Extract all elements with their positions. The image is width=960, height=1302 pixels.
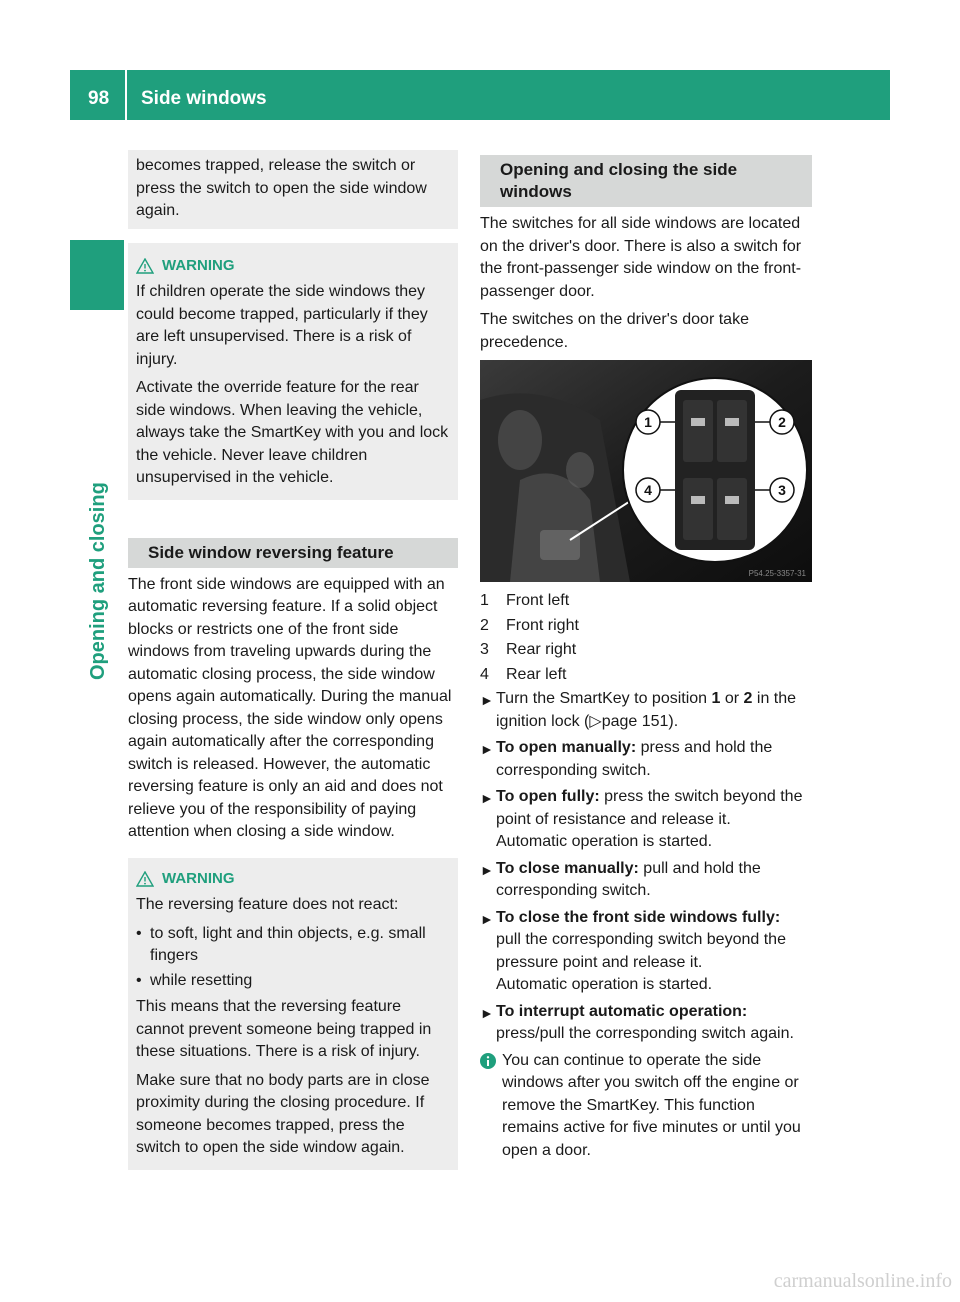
step-item: ► To close manually: pull and hold the corresponding switch. (480, 858, 812, 903)
header-divider (125, 70, 127, 120)
warning-heading-1: WARNING (136, 255, 450, 278)
page-number: 98 (88, 88, 110, 109)
opening-text-1: The switches for all side windows are located on the driver's door. There is also a switch for the front-passenger side window on the front-passenger door. (480, 215, 802, 300)
section-heading-reversing: Side window reversing feature (128, 538, 458, 568)
step-item: ► To open manually: press and hold the corresponding switch. (480, 737, 812, 782)
list-item: • while resetting (136, 970, 450, 993)
warning-box-2 (128, 858, 458, 1170)
warning-box-1 (128, 243, 458, 500)
carry-over-text: becomes trapped, release the switch or press the switch to open the side window again. (136, 157, 427, 219)
arrow-icon: ► (480, 861, 494, 878)
window-switch-illustration (480, 360, 812, 582)
arrow-icon: ► (480, 910, 494, 927)
right-column (480, 155, 812, 1162)
step-item: ► To open fully: press the switch beyond the point of resistance and release it. Automatic operation is started. (480, 786, 812, 854)
page-title: Side windows (141, 88, 267, 109)
arrow-icon: ► (480, 790, 494, 806)
chapter-tab (70, 240, 124, 310)
info-note: You can continue to operate the side windows after you switch off the engine or remove the SmartKey. This function remains active for five minutes or until you open a door. (480, 1050, 812, 1163)
opening-text-2: The switches on the driver's door take precedence. (480, 311, 749, 351)
callout-1 (636, 410, 660, 434)
legend-item: 2 Front right (480, 616, 579, 634)
legend-item: 4 Rear left (480, 665, 567, 683)
arrow-icon: ► (480, 741, 494, 757)
reversing-body: The front side windows are equipped with an automatic reversing feature. If a solid object blocks or restricts one of the front side windows from traveling upwards during the automatic closing process, the side window opens again automatically. During the manual closing process, the side window only opens again automatically after the corresponding switch is released. However, the automatic reversing feature is only an aid and does not relieve you of the responsibility of paying attention when closing a side window. (128, 575, 452, 840)
callout-4 (636, 478, 660, 502)
legend-item: 3 Rear right (480, 641, 577, 658)
info-icon (480, 1050, 502, 1163)
section-heading-opening: Opening and closing the side windows (480, 155, 812, 207)
step-item: ► To close the front side windows fully: pull the corresponding switch beyond the pressure point and release it. Automatic operation is started. (480, 907, 812, 997)
warning-2-text-1: This means that the reversing feature cannot prevent someone being trapped in these situations. There is a risk of injury. (136, 998, 432, 1060)
page-reference-link[interactable]: page 151). (601, 712, 679, 730)
step-item: ► To interrupt automatic operation: press/pull the corresponding switch again. (480, 1001, 812, 1046)
warning-1-text-2: Activate the override feature for the rear side windows. When leaving the vehicle, always take the SmartKey with you and lock the vehicle. Never leave children unsupervised in the vehicle. (136, 379, 449, 486)
svg-text:3: 3 (778, 482, 786, 498)
left-column (128, 150, 458, 1170)
page-reference-icon: ▷ (589, 712, 602, 730)
figure-code: P54.25-3357-31 (748, 569, 806, 578)
warning-triangle-icon (136, 258, 154, 274)
arrow-icon: ► (480, 692, 494, 708)
chapter-label: Opening and closing (87, 482, 109, 680)
arrow-icon: ► (480, 1004, 494, 1021)
callout-3 (770, 478, 794, 502)
window-switch-photo (480, 360, 812, 582)
warning-triangle-icon (136, 871, 154, 887)
carry-over-box (128, 150, 458, 229)
svg-text:2: 2 (778, 414, 786, 430)
svg-text:1: 1 (644, 414, 652, 430)
warning-1-text-1: If children operate the side windows they could become trapped, particularly if they are left unsupervised. There is a risk of injury. (136, 283, 428, 368)
svg-text:4: 4 (644, 482, 652, 498)
warning-2-text-2: Make sure that no body parts are in close proximity during the closing procedure. If someone becomes trapped, press the switch to open the side window again. (136, 1071, 430, 1156)
callout-2 (770, 410, 794, 434)
warning-heading-2: WARNING (136, 868, 450, 891)
footer-watermark: carmanualsonline.info (773, 1270, 952, 1292)
step-item: ► Turn the SmartKey to position 1 or 2 in the ignition lock (▷page 151). (480, 688, 812, 733)
list-item: • to soft, light and thin objects, e.g. small fingers (136, 923, 450, 968)
warning-2-intro: The reversing feature does not react: (136, 896, 399, 913)
legend-item: 1 Front left (480, 592, 570, 609)
